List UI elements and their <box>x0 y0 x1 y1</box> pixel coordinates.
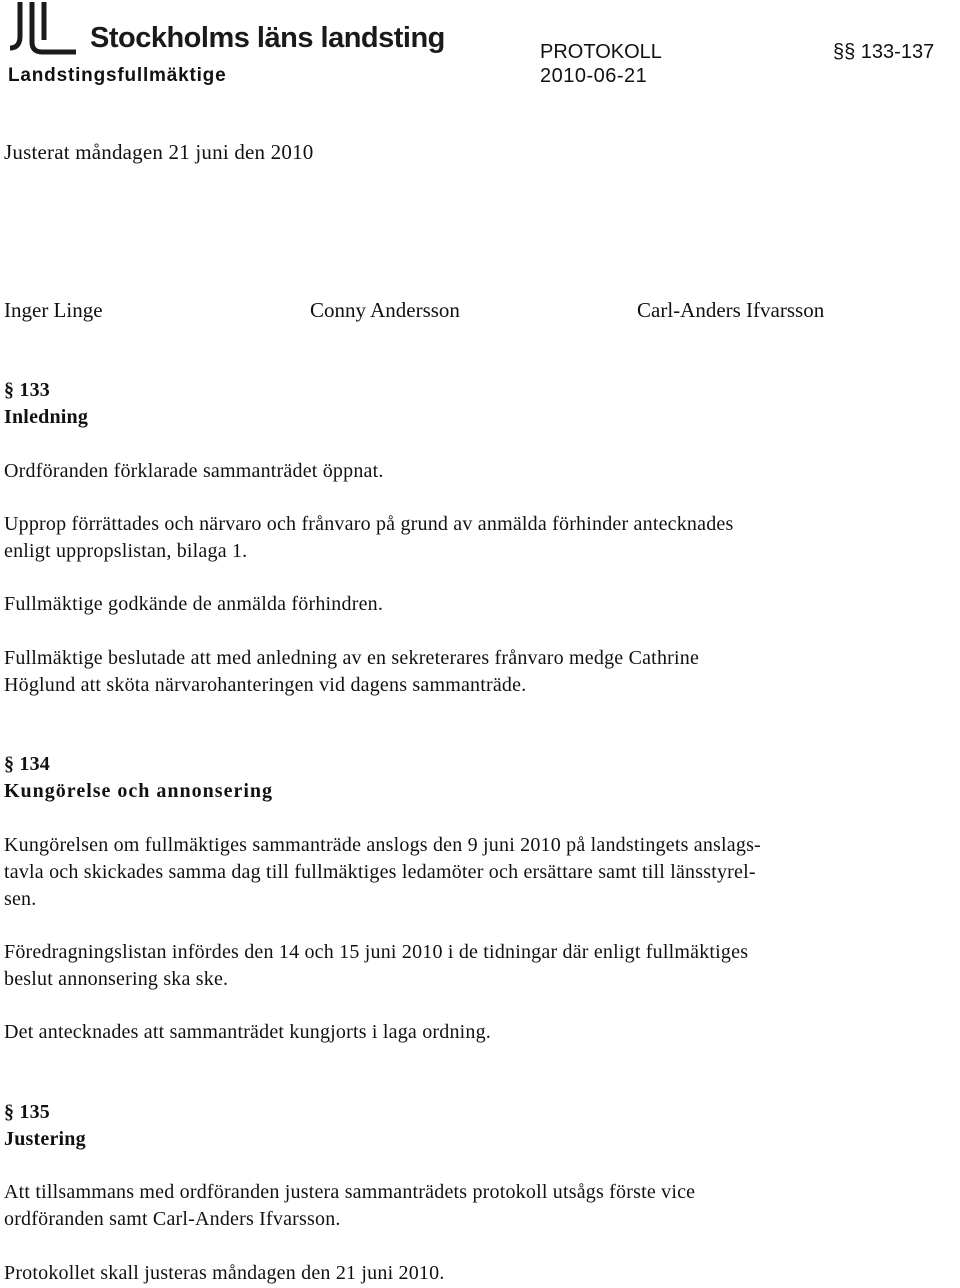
org-unit: Landstingsfullmäktige <box>8 65 227 86</box>
section-number: § 133 <box>4 379 50 401</box>
paragraph-line: Det antecknades att sammanträdet kungjorts i laga ordning. <box>4 1021 492 1043</box>
paragraph-line: enligt uppropslistan, bilaga 1. <box>4 540 248 562</box>
signatory: Conny Andersson <box>310 298 460 322</box>
organization-logo <box>6 0 446 62</box>
paragraph-line: Ordföranden förklarade sammanträdet öppnat. <box>4 460 384 482</box>
section-title: Kungörelse och annonsering <box>4 780 273 802</box>
document-type: PROTOKOLL <box>540 41 662 63</box>
paragraph-line: beslut annonsering ska ske. <box>4 968 229 990</box>
paragraph-line: Föredragningslistan infördes den 14 och 15 juni 2010 i de tidningar där enligt fullmäktiges <box>4 941 749 963</box>
section-title: Justering <box>4 1128 86 1150</box>
section-number: § 134 <box>4 753 50 775</box>
paragraph-line: Fullmäktige godkände de anmälda förhindren. <box>4 593 384 615</box>
signatory: Carl-Anders Ifvarsson <box>637 298 825 322</box>
logo-text: Stockholms läns landsting <box>90 22 445 54</box>
paragraph-line: sen. <box>4 888 37 910</box>
section-title: Inledning <box>4 406 89 428</box>
paragraph-range: §§ 133-137 <box>833 41 935 63</box>
section-number: § 135 <box>4 1101 50 1123</box>
paragraph-line: Upprop förrättades och närvaro och frånvaro på grund av anmälda förhinder antecknades <box>4 513 734 535</box>
document-date: 2010-06-21 <box>540 65 648 87</box>
paragraph-line: Fullmäktige beslutade att med anledning av en sekreterares frånvaro medge Cathrine <box>4 647 700 669</box>
paragraph-line: Kungörelsen om fullmäktiges sammanträde anslogs den 9 juni 2010 på landstingets anslags- <box>4 834 761 856</box>
sll-logo-mark-icon <box>6 0 78 58</box>
signatory: Inger Linge <box>4 298 103 322</box>
paragraph-line: ordföranden samt Carl-Anders Ifvarsson. <box>4 1208 341 1230</box>
paragraph-line: Höglund att sköta närvarohanteringen vid dagens sammanträde. <box>4 674 527 696</box>
paragraph-line: tavla och skickades samma dag till fullmäktiges ledamöter och ersättare samt till länsstyrel- <box>4 861 756 883</box>
paragraph-line: Att tillsammans med ordföranden justera sammanträdets protokoll utsågs förste vice <box>4 1181 696 1203</box>
paragraph-line: Protokollet skall justeras måndagen den 21 juni 2010. <box>4 1262 445 1284</box>
verification-line: Justerat måndagen 21 juni den 2010 <box>4 140 314 164</box>
